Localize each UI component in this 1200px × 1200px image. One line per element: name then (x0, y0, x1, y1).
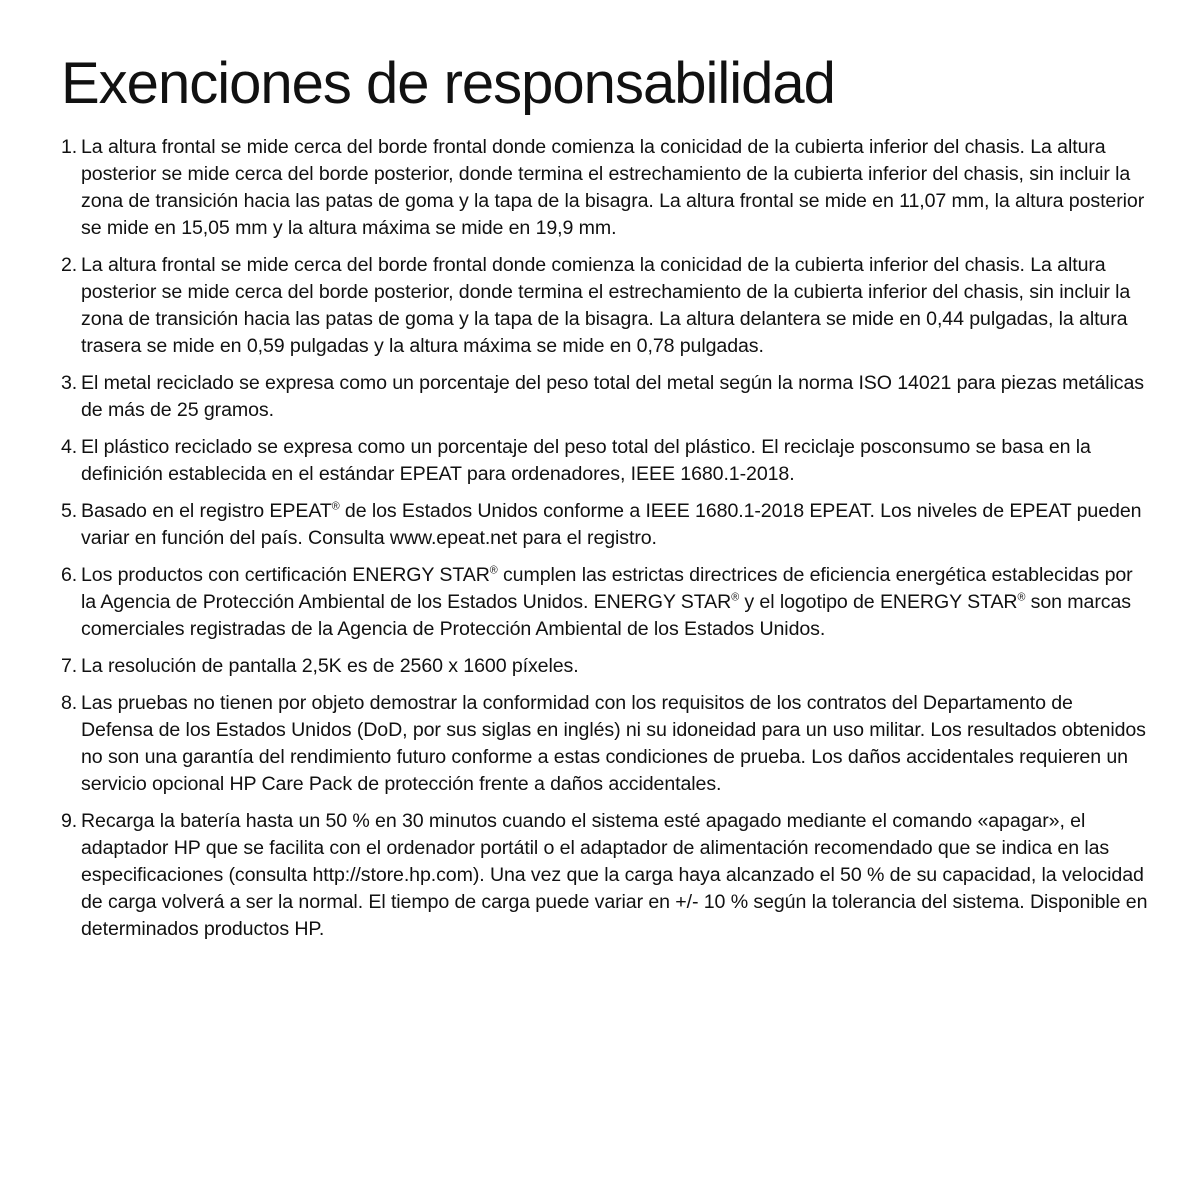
registered-mark: ® (489, 564, 498, 577)
page-title: Exenciones de responsabilidad (61, 51, 835, 116)
disclaimer-item-7 (61, 653, 1148, 680)
disclaimer-number: 4. (61, 436, 78, 458)
disclaimer-text: Basado en el registro EPEAT® de los Estados Unidos conforme a IEEE 1680.1-2018 EPEAT. Los niveles de EPEAT pueden variar en función del país. Consulta www.epeat.net para el registro. (81, 500, 1142, 549)
disclaimer-item-9 (61, 808, 1148, 943)
disclaimer-text: El plástico reciclado se expresa como un porcentaje del peso total del plástico. El reciclaje posconsumo se basa en la definición establecida en el estándar EPEAT para ordenadores, IEEE 1680.1-2018. (81, 436, 1091, 485)
registered-mark: ® (731, 591, 740, 604)
disclaimer-text: La altura frontal se mide cerca del borde frontal donde comienza la conicidad de la cubierta inferior del chasis. La altura posterior se mide cerca del borde posterior, donde termina el estrechamiento de la cubierta inferior del chasis, sin incluir la zona de transición hacia las patas de goma y la tapa de la bisagra. La altura delantera se mide en 0,44 pulgadas, la altura trasera se mide en 0,59 pulgadas y la altura máxima se mide en 0,78 pulgadas. (81, 254, 1131, 357)
disclaimer-text: El metal reciclado se expresa como un porcentaje del peso total del metal según la norma ISO 14021 para piezas metálicas de más de 25 gramos. (81, 372, 1144, 421)
disclaimer-number: 1. (61, 136, 78, 158)
disclaimer-number: 9. (61, 810, 78, 832)
disclaimer-item-6 (61, 562, 1148, 643)
disclaimer-text: Las pruebas no tienen por objeto demostrar la conformidad con los requisitos de los contratos del Departamento de Defensa de los Estados Unidos (DoD, por sus siglas en inglés) ni su idoneidad para un uso militar. Los resultados obtenidos no son una garantía del rendimiento futuro conforme a estas condiciones de prueba. Los daños accidentales requieren un servicio opcional HP Care Pack de protección frente a daños accidentales. (81, 692, 1146, 795)
disclaimer-number: 8. (61, 692, 78, 714)
disclaimer-item-8 (61, 690, 1148, 798)
disclaimer-number: 5. (61, 500, 78, 522)
disclaimer-list (61, 134, 1148, 943)
registered-mark: ® (1017, 591, 1026, 604)
disclaimer-text: Recarga la batería hasta un 50 % en 30 minutos cuando el sistema esté apagado mediante el comando «apagar», el adaptador HP que se facilita con el ordenador portátil o el adaptador de alimentación recomendado que se indica en las especificaciones (consulta http://store.hp.com). Una vez que la carga haya alcanzado el 50 % de su capacidad, la velocidad de carga volverá a ser la normal. El tiempo de carga puede variar en +/- 10 % según la tolerancia del sistema. Disponible en determinados productos HP. (81, 810, 1148, 940)
disclaimer-item-2 (61, 252, 1148, 360)
disclaimer-item-5 (61, 498, 1148, 552)
disclaimer-text: Los productos con certificación ENERGY STAR® cumplen las estrictas directrices de eficiencia energética establecidas por la Agencia de Protección Ambiental de los Estados Unidos. ENERGY STAR® y el logotipo de ENERGY STAR® son marcas comerciales registradas de la Agencia de Protección Ambiental de los Estados Unidos. (81, 564, 1133, 640)
disclaimer-text: La altura frontal se mide cerca del borde frontal donde comienza la conicidad de la cubierta inferior del chasis. La altura posterior se mide cerca del borde posterior, donde termina el estrechamiento de la cubierta inferior del chasis, sin incluir la zona de transición hacia las patas de goma y la tapa de la bisagra. La altura frontal se mide en 11,07 mm, la altura posterior se mide en 15,05 mm y la altura máxima se mide en 19,9 mm. (81, 136, 1145, 239)
disclaimer-item-1 (61, 134, 1148, 242)
disclaimer-text: La resolución de pantalla 2,5K es de 2560 x 1600 píxeles. (81, 655, 579, 677)
disclaimer-number: 2. (61, 254, 78, 276)
disclaimer-number: 6. (61, 564, 78, 586)
disclaimer-item-4 (61, 434, 1148, 488)
registered-mark: ® (331, 500, 340, 513)
disclaimer-number: 3. (61, 372, 78, 394)
disclaimer-item-3 (61, 370, 1148, 424)
disclaimer-number: 7. (61, 655, 78, 677)
